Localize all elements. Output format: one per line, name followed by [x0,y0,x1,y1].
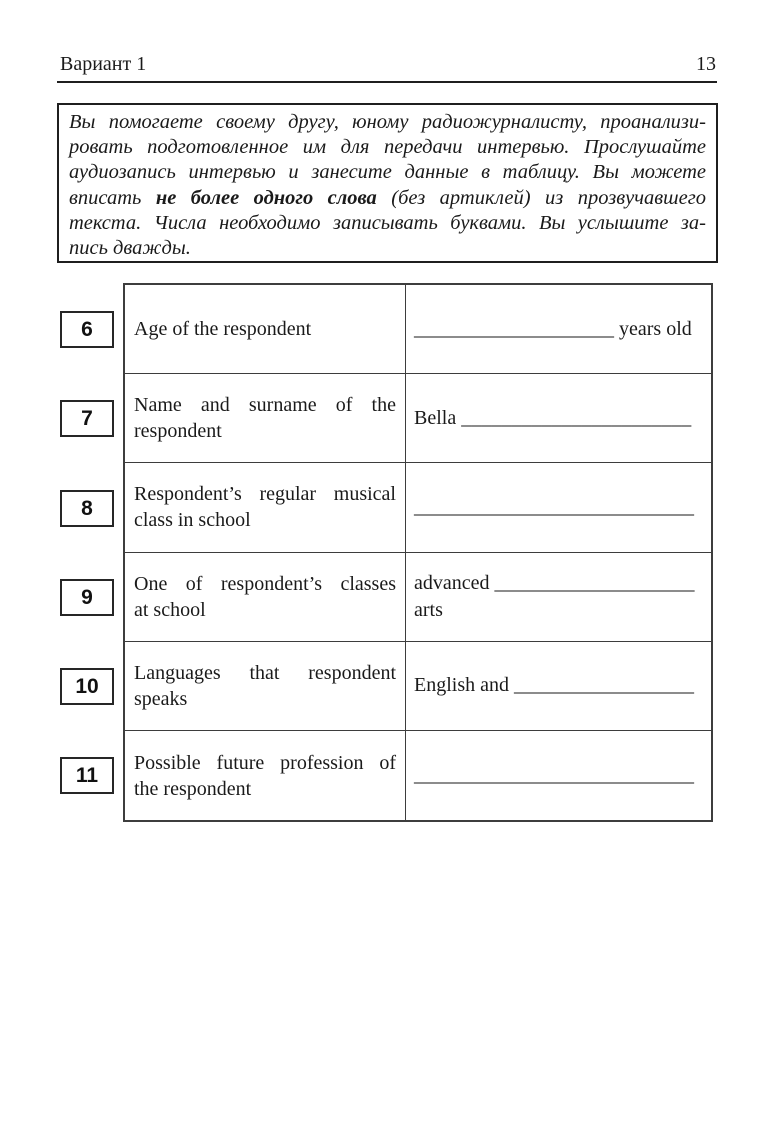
task-description-cell [125,285,406,373]
item-number: 11 [75,763,99,787]
task-description-line: at school [134,598,206,621]
instruction-line [69,186,706,211]
instruction-segment: аудиозапись интервью и занесите данные в таблицу. Вы можете [69,161,706,184]
instruction-segment: (без артиклей) из прозвучавшего [376,186,706,209]
answer-blank-line: English and __________________ [414,674,694,697]
instruction-line [69,236,706,261]
answer-cell [406,285,711,373]
task-description-line: speaks [134,687,188,710]
table-row [125,463,711,552]
table-row [125,374,711,463]
answer-cell [406,374,711,462]
task-description-line: Age of the respondent [134,318,312,341]
task-description-line: Respondent’s regular musical [134,483,396,506]
task-description-line: One of respondent’s classes [134,572,396,595]
item-number-box [60,311,114,348]
answer-blank-line: arts [414,598,443,621]
item-number: 9 [81,585,93,609]
item-number: 6 [81,317,93,341]
instruction-line [69,211,706,236]
task-description-cell [125,731,406,820]
answer-blank-line: ____________________ years old [414,317,692,340]
task-description-cell [125,374,406,462]
instruction-box [57,103,718,263]
table-row [125,642,711,731]
item-number-box [60,400,114,437]
instruction-bold-segment: не более одного слова [155,186,377,209]
instruction-segment: Вы помогаете своему другу, юному радиожурналисту, проанализи- [69,111,706,133]
instruction-segment: ровать подготовленное им для передачи интервью. Прослушайте [69,136,706,159]
task-description-line: Possible future profession of [134,751,396,774]
instruction-segment: вписать [69,186,156,209]
instruction-line [69,135,706,160]
task-description-line: Name and surname of the [134,394,396,417]
instruction-segment: текста. Числа необходимо записывать буквами. Вы услышите за- [69,211,706,234]
header-rule [57,81,717,83]
answer-cell [406,463,711,551]
item-number: 10 [75,674,99,698]
task-table [123,283,713,822]
page-number: 13 [696,53,716,75]
item-number-box [60,757,114,794]
answer-cell [406,553,711,641]
variant-label: Вариант 1 [60,53,147,75]
task-description-cell [125,642,406,730]
instruction-line [69,110,706,135]
table-row [125,285,711,374]
instruction-segment: пись дважды. [69,237,191,260]
answer-cell [406,642,711,730]
answer-cell [406,731,711,820]
item-number-box [60,668,114,705]
task-description-line: Languages that respondent [134,661,396,684]
item-number-box [60,579,114,616]
answer-blank-line: advanced ____________________ [414,571,695,594]
table-row [125,553,711,642]
task-description-line: class in school [134,509,251,532]
item-number: 7 [81,406,93,430]
item-number: 8 [81,496,93,520]
answer-blank-line: ____________________________ [414,764,694,787]
task-description-line: respondent [134,420,222,443]
answer-blank-line: ____________________________ [414,495,694,518]
answer-blank-line: Bella _______________________ [414,406,692,429]
task-description-cell [125,463,406,551]
table-row [125,731,711,820]
task-description-cell [125,553,406,641]
instruction-line [69,160,706,185]
item-number-box [60,490,114,527]
task-description-line: the respondent [134,777,252,800]
